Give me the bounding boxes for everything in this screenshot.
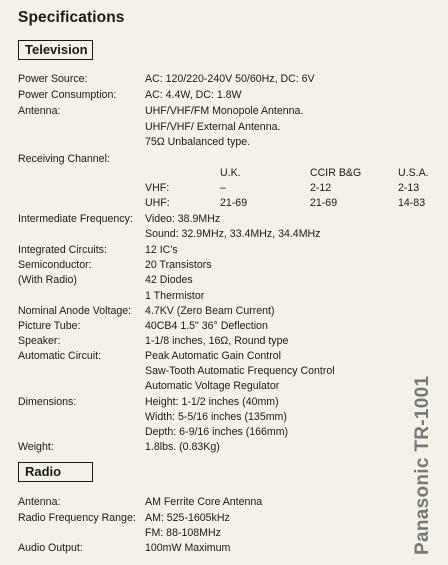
channel-cell: 21-69 [220,197,248,209]
audio-output-value: 100mW Maximum [145,542,231,554]
channel-band-uhf: UHF: [145,197,170,209]
semiconductor-label: Semiconductor: [18,259,92,271]
channel-header-uk: U.K. [220,167,241,179]
antenna-line: UHF/VHF/ External Antenna. [145,121,281,133]
semiconductor-sublabel: (With Radio) [18,274,77,286]
channel-header-usa: U.S.A. [398,167,429,179]
if-label: Intermediate Frequency: [18,213,133,225]
channel-cell: 2-13 [398,182,420,194]
speaker-label: Speaker: [18,335,61,347]
dimensions-line: Width: 5-5/16 inches (135mm) [145,411,287,423]
channel-cell: 21-69 [310,197,338,209]
power-consumption-label: Power Consumption: [18,89,117,101]
receiving-channel-label: Receiving Channel: [18,153,110,165]
automatic-circuit-line: Peak Automatic Gain Control [145,350,282,362]
anode-voltage-value: 4.7KV (Zero Beam Current) [145,305,275,317]
antenna-label: Antenna: [18,105,61,117]
automatic-circuit-line: Automatic Voltage Regulator [145,380,280,392]
dimensions-line: Depth: 6-9/16 inches (166mm) [145,426,289,438]
weight-value: 1.8lbs. (0.83Kg) [145,441,220,453]
channel-cell: 14-83 [398,197,426,209]
picture-tube-value: 40CB4 1.5" 36° Deflection [145,320,268,332]
automatic-circuit-label: Automatic Circuit: [18,350,102,362]
power-consumption-value: AC: 4.4W, DC: 1.8W [145,89,242,101]
page-title: Specifications [18,9,125,26]
ic-label: Integrated Circuits: [18,244,107,256]
section-heading-radio: Radio [18,462,93,482]
anode-voltage-label: Nominal Anode Voltage: [18,305,132,317]
radio-freq-label: Radio Frequency Range: [18,512,136,524]
semiconductor-line: 20 Transistors [145,259,212,271]
channel-cell: – [220,182,226,194]
speaker-value: 1-1/8 inches, 16Ω, Round type [145,335,289,347]
ic-value: 12 IC's [145,244,178,256]
brand-model-vertical: Panasonic TR-1001 [412,375,433,555]
channel-band-vhf: VHF: [145,182,170,194]
antenna-line: UHF/VHF/FM Monopole Antenna. [145,105,304,117]
power-source-value: AC: 120/220-240V 50/60Hz, DC: 6V [145,73,315,85]
radio-antenna-value: AM Ferrite Core Antenna [145,496,263,508]
radio-freq-am: AM: 525-1605kHz [145,512,230,524]
automatic-circuit-line: Saw-Tooth Automatic Frequency Control [145,365,335,377]
weight-label: Weight: [18,441,54,453]
semiconductor-line: 42 Diodes [145,274,193,286]
section-heading-television: Television [18,40,93,60]
channel-header-ccir: CCIR B&G [310,167,362,179]
antenna-line: 75Ω Unbalanced type. [145,136,251,148]
dimensions-line: Height: 1-1/2 inches (40mm) [145,396,279,408]
semiconductor-line: 1 Thermistor [145,290,205,302]
dimensions-label: Dimensions: [18,396,77,408]
channel-cell: 2-12 [310,182,332,194]
picture-tube-label: Picture Tube: [18,320,81,332]
radio-freq-fm: FM: 88-108MHz [145,527,221,539]
audio-output-label: Audio Output: [18,542,83,554]
if-video: Video: 38.9MHz [145,213,221,225]
power-source-label: Power Source: [18,73,88,85]
radio-antenna-label: Antenna: [18,496,61,508]
if-sound: Sound: 32.9MHz, 33.4MHz, 34.4MHz [145,228,321,240]
